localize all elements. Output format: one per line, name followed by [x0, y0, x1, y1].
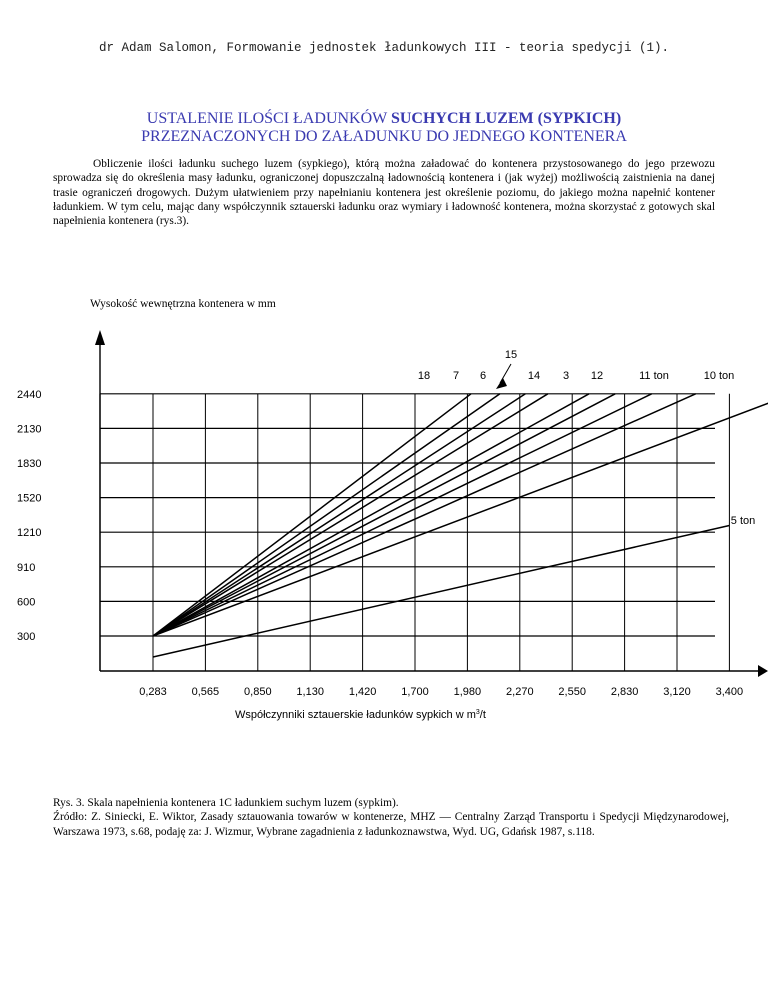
title-line-2: PRZEZNACZONYCH DO ZAŁADUNKU DO JEDNEGO KONTENERA: [141, 128, 627, 145]
x-tick-label: 0,283: [139, 686, 167, 698]
x-tick-label: 3,120: [663, 686, 691, 698]
title-line-1-bold: SUCHYCH LUZEM (SYPKICH): [390, 110, 622, 127]
y-axis-arrow: [95, 330, 105, 345]
figure-caption: [53, 796, 729, 839]
series-label: 10 ton: [703, 370, 735, 382]
x-tick-label: 2,830: [610, 686, 639, 698]
y-tick-label: 910: [17, 561, 36, 574]
x-tick-label: 0,565: [191, 686, 220, 698]
series-line: [153, 394, 589, 636]
y-tick-label: 600: [17, 596, 36, 609]
x-tick-label: 1,420: [348, 686, 377, 698]
body-paragraph: Obliczenie ilości ładunku suchego luzem (sypkiego), którą można załadować do kontenera przystosowanego do jego przewozu sprowadza się do określenia masy ładunku, ograniczonej dopuszczalną ładownością kontenera i (jak wyżej) możliwością zaistnienia na danej trasie ograniczeń drogowych. Dużym ułatwieniem przy napełnianiu kontenera jest określenie poziomu, do jakiego można napełnić kontener ładunkiem. W tym celu, mając dany współczynnik sztauerski ładunku oraz wymiary i ładowność kontenera, można skorzystać z gotowych skal napełnienia kontenera (rys.3).: [53, 158, 715, 228]
caption-title: Rys. 3. Skala napełnienia kontenera 1C ładunkiem suchym luzem (sypkim).: [53, 797, 399, 809]
annotation-label: 15: [504, 349, 518, 361]
series-line: [153, 394, 525, 636]
y-tick-label: 1830: [17, 458, 42, 470]
series-label: 18: [417, 370, 431, 382]
x-axis-arrow: [758, 665, 768, 677]
series-label: 7: [452, 370, 460, 382]
y-tick-label: 2440: [17, 388, 42, 401]
series-label: 11 ton: [639, 370, 669, 382]
series-line: [153, 394, 548, 636]
series-label: 12: [590, 370, 604, 382]
x-tick-label: 2,270: [506, 686, 534, 698]
series-label: 3: [562, 370, 570, 382]
x-tick-label: 1,130: [296, 686, 324, 698]
x-tick-label: 0,850: [244, 686, 272, 698]
series-line: [153, 394, 615, 636]
y-tick-label: 2130: [17, 423, 42, 436]
page-header: dr Adam Salomon, Formowanie jednostek ładunkowych III - teoria spedycji (1).: [98, 41, 670, 55]
y-tick-label: 300: [17, 631, 36, 643]
x-tick-label: 1,980: [453, 686, 482, 698]
x-tick-label: 3,400: [715, 686, 744, 698]
y-tick-label: 1210: [17, 527, 42, 540]
x-tick-label: 2,550: [558, 686, 586, 698]
series-label: 14: [527, 370, 541, 382]
x-axis-label: Współczynniki sztauerskie ładunków sypkich w $m^3/t$: [235, 709, 486, 721]
caption-source: Źródło: Z. Siniecki, E. Wiktor, Zasady sztauowania towarów w kontenerze, MHZ — Centralny Zarząd Transportu i Spedycji Międzynarodowej, Warszawa 1973, s.68, podaję za: J. Wizmur, Wybrane zagadnienia z ładunkoznawstwa, Wyd. UG, Gdańsk 1987, s.118.: [53, 811, 729, 838]
chart-y-axis-title: Wysokość wewnętrzna kontenera w mm: [90, 298, 276, 310]
y-tick-label: 1520: [17, 492, 42, 505]
series-label: 5 ton: [730, 515, 756, 527]
series-label: 6: [479, 370, 487, 382]
title-line-1-prefix: USTALENIE ILOŚCI ŁADUNKÓW: [146, 110, 391, 127]
series-line: [153, 394, 768, 636]
x-tick-label: 1,700: [401, 686, 429, 698]
